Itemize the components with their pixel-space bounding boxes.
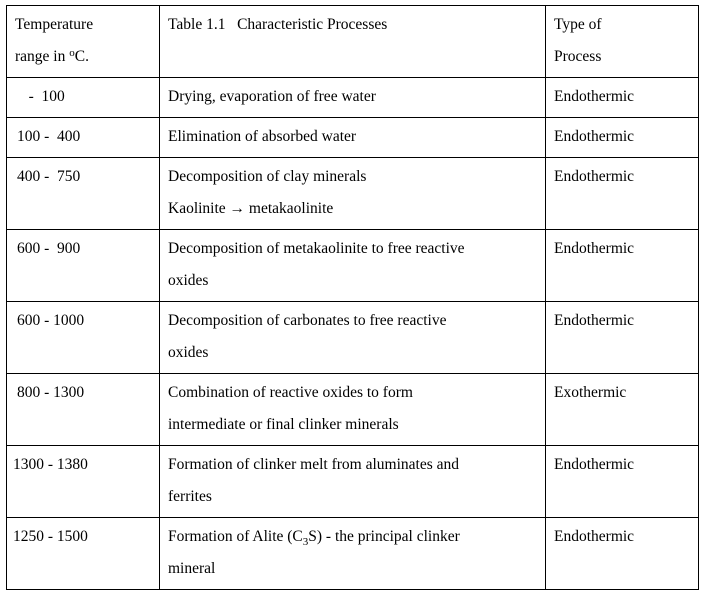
process-text-line2: intermediate or final clinker minerals (168, 416, 399, 433)
range-text: - 100 (17, 88, 65, 105)
header-process-cell (160, 6, 546, 78)
process-text-part: Formation of Alite (C (168, 528, 303, 545)
process-cell (160, 302, 546, 374)
process-text-line2: mineral (168, 560, 216, 577)
range-cell (7, 158, 160, 230)
process-text: Decomposition of carbonates to free reactive (168, 312, 447, 329)
type-text: Endothermic (554, 528, 635, 545)
process-text-line2: oxides (168, 272, 209, 289)
range-text: 600 - 900 (17, 240, 81, 257)
type-text: Endothermic (554, 240, 635, 257)
range-cell (7, 446, 160, 518)
type-cell (546, 518, 699, 590)
range-text: 800 - 1300 (17, 384, 85, 401)
process-cell (160, 518, 546, 590)
process-text (168, 521, 537, 553)
type-text: Exothermic (554, 384, 627, 401)
header-temperature-line2 (15, 41, 151, 73)
process-cell (160, 374, 546, 446)
header-temperature-line1: Temperature (15, 16, 94, 33)
range-cell (7, 374, 160, 446)
type-text: Endothermic (554, 312, 635, 329)
header-temperature-range-text: range in (15, 48, 70, 65)
process-cell (160, 230, 546, 302)
process-text: Decomposition of metakaolinite to free reactive (168, 240, 465, 257)
degree-symbol: o (69, 47, 75, 59)
range-text: 1300 - 1380 (13, 456, 88, 473)
range-text: 1250 - 1500 (13, 528, 88, 545)
process-text: Drying, evaporation of free water (168, 88, 376, 105)
table-row (7, 230, 699, 302)
process-text-part: S) - the principal clinker (308, 528, 460, 545)
header-temperature-unit: C. (74, 48, 89, 65)
table-row (7, 158, 699, 230)
characteristic-processes-table (6, 5, 699, 590)
process-text: Elimination of absorbed water (168, 128, 357, 145)
type-cell (546, 78, 699, 118)
type-text: Endothermic (554, 456, 635, 473)
range-text: 600 - 1000 (17, 312, 85, 329)
process-cell (160, 446, 546, 518)
range-text: 400 - 750 (17, 168, 81, 185)
subscript-3: 3 (302, 536, 309, 548)
range-cell (7, 518, 160, 590)
process-text: Combination of reactive oxides to form (168, 384, 413, 401)
table-row (7, 374, 699, 446)
type-text: Endothermic (554, 168, 635, 185)
process-text: Formation of clinker melt from aluminates and (168, 456, 459, 473)
header-type-line2: Process (554, 48, 602, 65)
process-cell (160, 158, 546, 230)
process-text-line2: ferrites (168, 488, 212, 505)
range-cell (7, 302, 160, 374)
table-row (7, 302, 699, 374)
type-cell (546, 446, 699, 518)
table-header-row (7, 6, 699, 78)
range-text: 100 - 400 (17, 128, 81, 145)
type-cell (546, 118, 699, 158)
type-cell (546, 302, 699, 374)
process-cell (160, 118, 546, 158)
range-cell (7, 118, 160, 158)
process-text-line2: Kaolinite → metakaolinite (168, 200, 334, 217)
header-type-line1: Type of (554, 16, 602, 33)
range-cell (7, 230, 160, 302)
process-cell (160, 78, 546, 118)
table-row (7, 446, 699, 518)
type-text: Endothermic (554, 128, 635, 145)
process-text: Decomposition of clay minerals (168, 168, 367, 185)
table-row (7, 78, 699, 118)
range-cell (7, 78, 160, 118)
type-cell (546, 230, 699, 302)
type-text: Endothermic (554, 88, 635, 105)
process-text-line2: oxides (168, 344, 209, 361)
type-cell (546, 374, 699, 446)
table-row (7, 118, 699, 158)
type-cell (546, 158, 699, 230)
table-row (7, 518, 699, 590)
header-type-cell (546, 6, 699, 78)
header-temperature-cell (7, 6, 160, 78)
table-title: Table 1.1 Characteristic Processes (168, 16, 388, 33)
